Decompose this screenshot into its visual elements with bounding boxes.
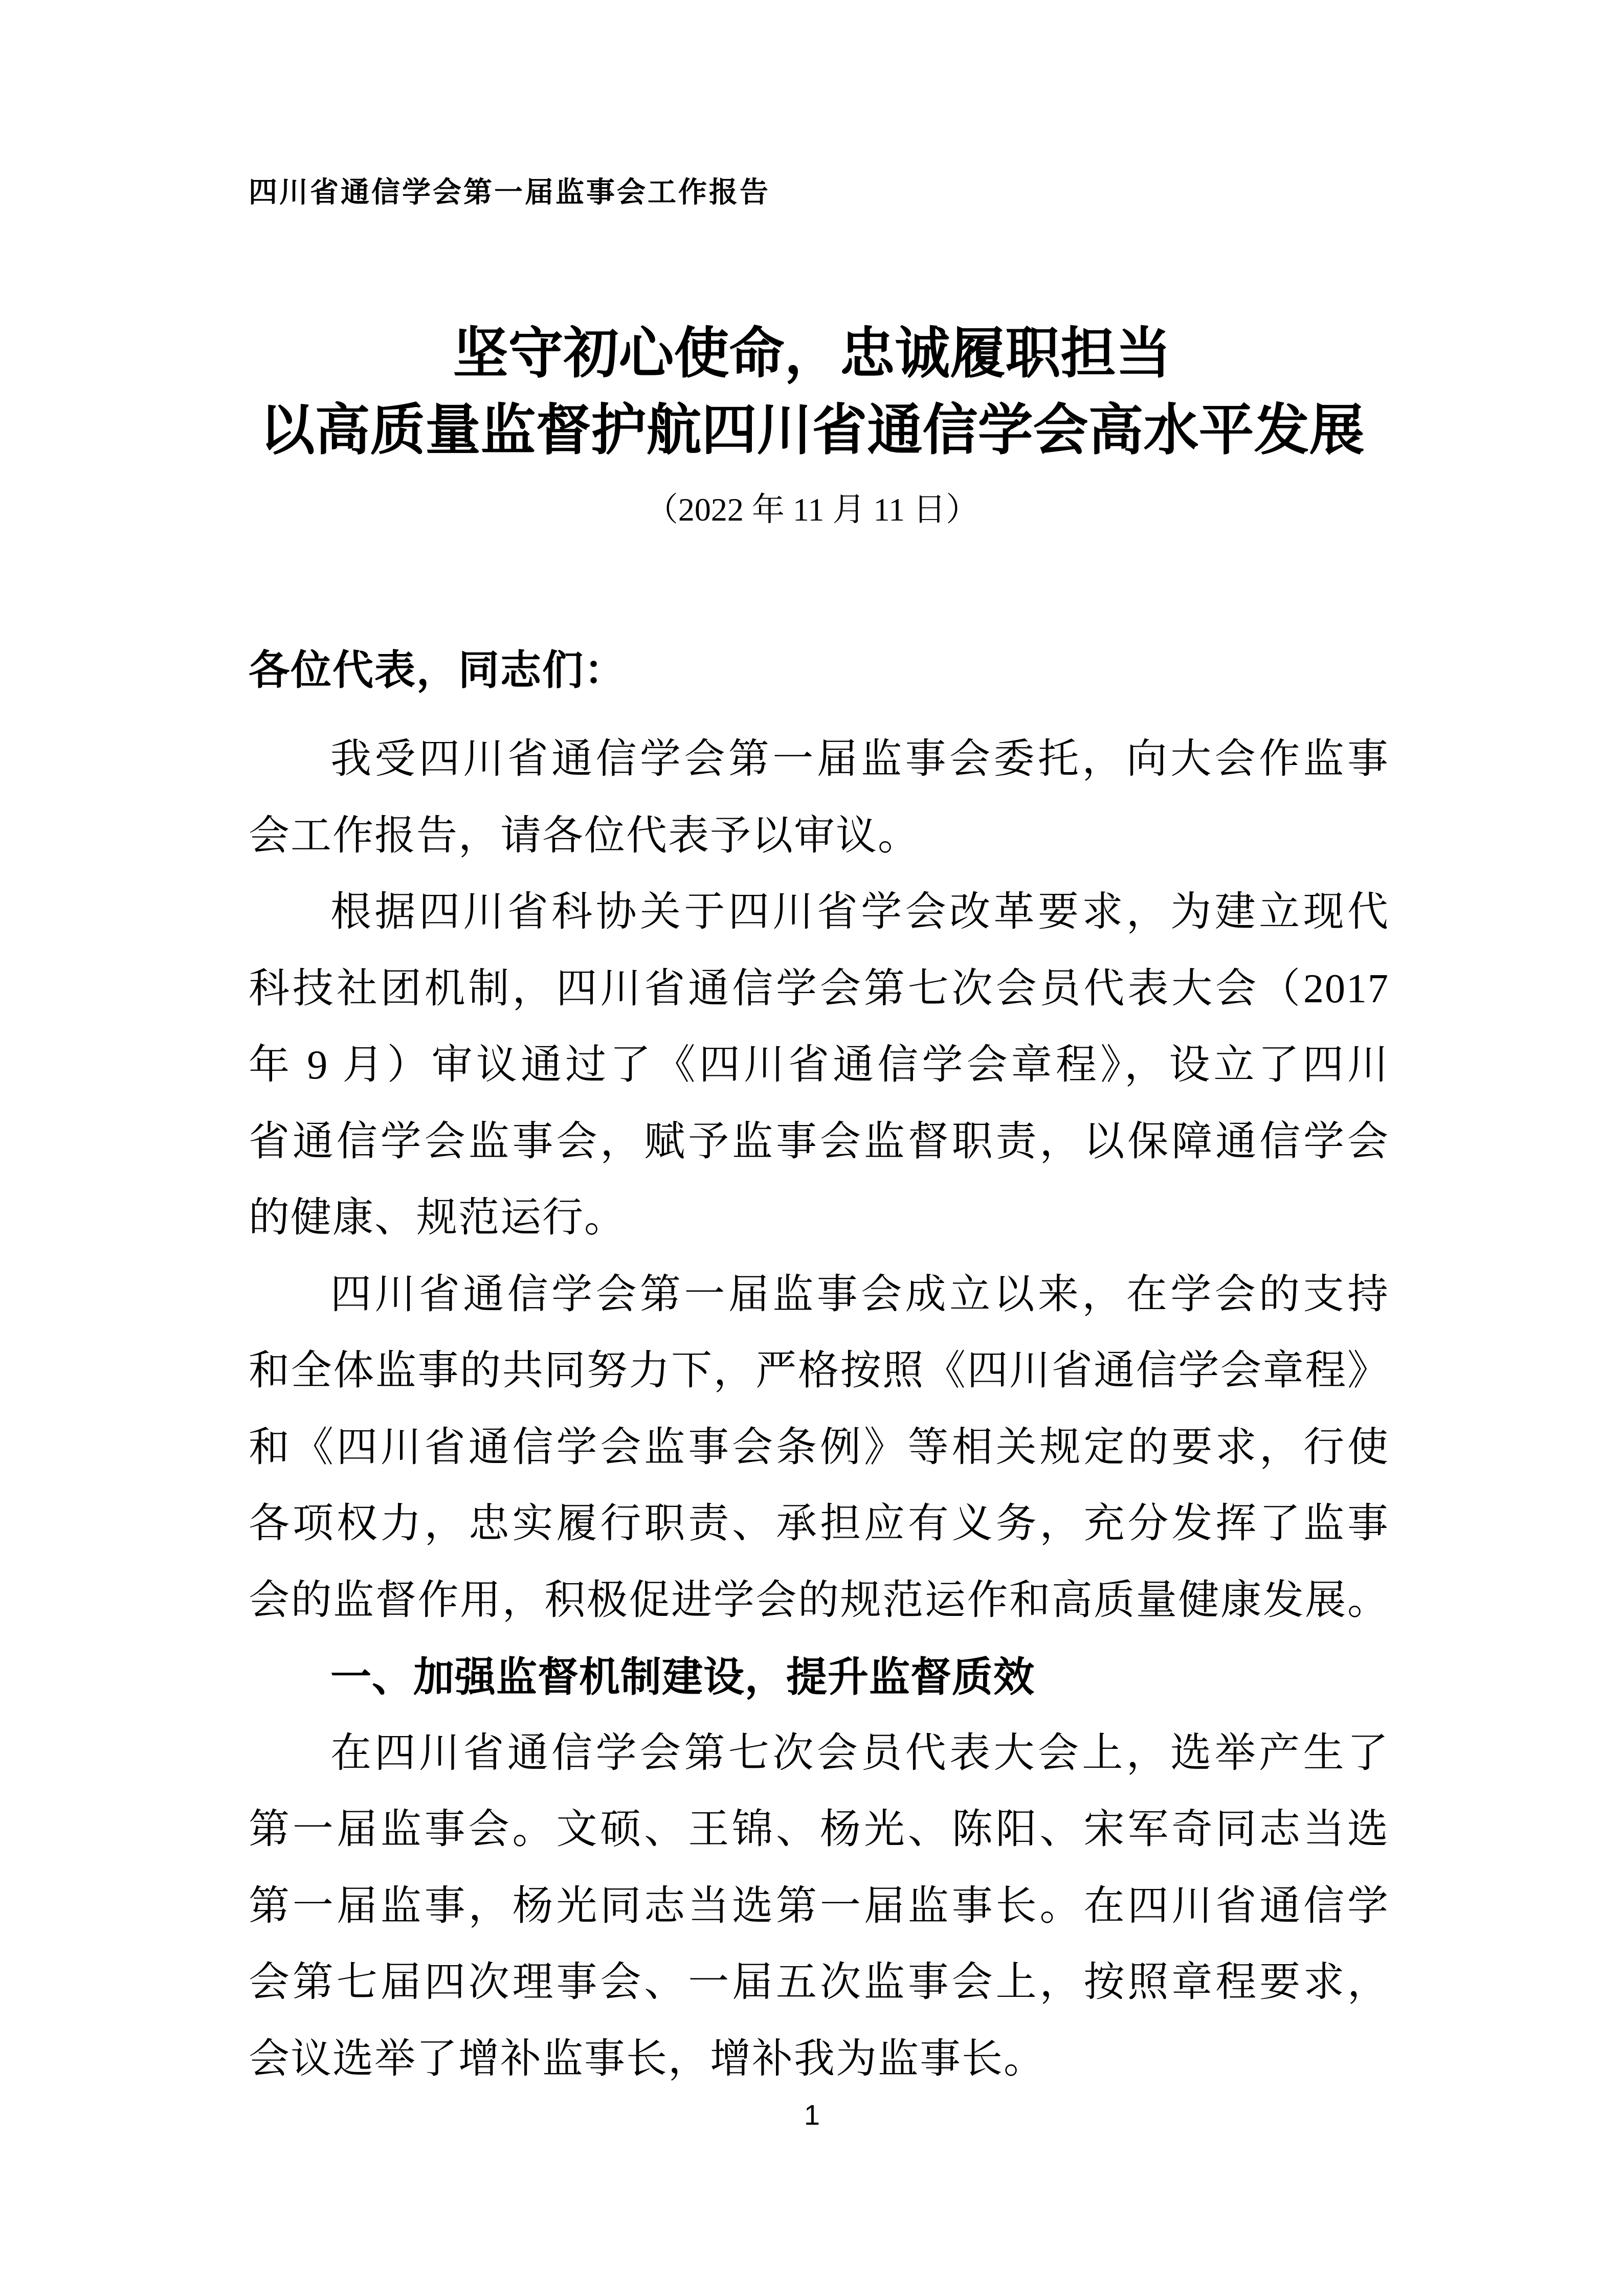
body-line: 和《四川省通信学会监事会条例》等相关规定的要求，行使 xyxy=(249,1425,1389,1470)
body-line: 根据四川省科协关于四川省学会改革要求，为建立现代 xyxy=(330,890,1389,935)
body-line: 省通信学会监事会，赋予监事会监督职责，以保障通信学会 xyxy=(249,1119,1389,1164)
body-line: 各项权力，忠实履行职责、承担应有义务，充分发挥了监事 xyxy=(249,1501,1389,1546)
body-line: 我受四川省通信学会第一届监事会委托，向大会作监事 xyxy=(330,737,1389,782)
body-line: 在四川省通信学会第七次会员代表大会上，选举产生了 xyxy=(330,1730,1389,1776)
body-line: 四川省通信学会第一届监事会成立以来，在学会的支持 xyxy=(330,1272,1389,1317)
document-date: （2022 年 11 月 11 日） xyxy=(645,491,979,528)
document-header: 四川省通信学会第一届监事会工作报告 xyxy=(249,177,770,209)
body-line: 的健康、规范运行。 xyxy=(249,1196,626,1241)
document-title-line1: 坚守初心使命，忠诚履职担当 xyxy=(453,324,1171,385)
body-line: 第一届监事，杨光同志当选第一届监事长。在四川省通信学 xyxy=(249,1883,1389,1929)
document-title-line2: 以高质量监督护航四川省通信学会高水平发展 xyxy=(259,400,1365,461)
page-number: 1 xyxy=(804,2099,820,2131)
body-line: 会的监督作用，积极促进学会的规范运作和高质量健康发展。 xyxy=(249,1578,1389,1623)
body-line: 和全体监事的共同努力下，严格按照《四川省通信学会章程》 xyxy=(249,1348,1389,1393)
document-body xyxy=(249,722,1389,2098)
body-line: 一、加强监督机制建设，提升监督质效 xyxy=(330,1654,1035,1700)
body-line: 会议选举了增补监事长，增补我为监事长。 xyxy=(249,2036,1045,2082)
body-line: 会第七届四次理事会、一届五次监事会上，按照章程要求， xyxy=(249,1960,1389,2005)
body-line: 年 9 月）审议通过了《四川省通信学会章程》，设立了四川 xyxy=(249,1043,1389,1088)
body-line: 科技社团机制，四川省通信学会第七次会员代表大会（2017 xyxy=(249,966,1389,1011)
body-line: 会工作报告，请各位代表予以审议。 xyxy=(249,813,920,859)
body-line: 第一届监事会。文硕、王锦、杨光、陈阳、宋军奇同志当选 xyxy=(249,1807,1389,1852)
salutation-line: 各位代表，同志们： xyxy=(249,648,626,693)
